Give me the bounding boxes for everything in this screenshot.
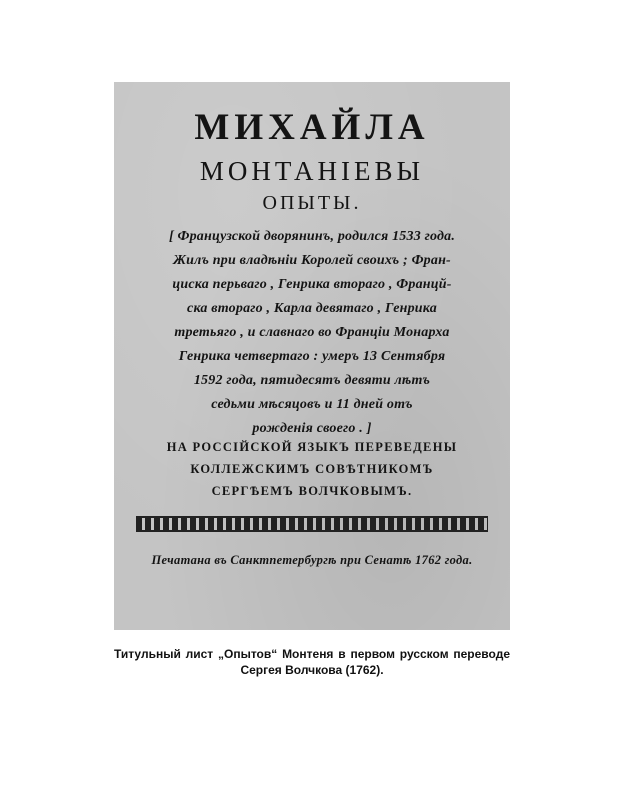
body-line: Жилъ при владѣніи Королей своихъ ; Фран- (173, 253, 451, 268)
translator-line: НА РОССІЙСКОЙ ЯЗЫКЪ ПЕРЕВЕДЕНЫ (166, 440, 458, 454)
body-line: рожденія своего . ] (252, 421, 372, 436)
body-line: седьми мѣсяцовъ и 11 дней отъ (211, 397, 413, 412)
title-page-image (114, 82, 510, 630)
body-line: третьяго , и славнаго во Франціи Монарха (174, 325, 450, 340)
translator-line: СЕРГѢЕМЪ ВОЛЧКОВЫМЪ. (211, 484, 413, 498)
imprint-line: Печатана въ Санктпетербургѣ при Сенатѣ 1762 года. (151, 553, 473, 567)
figure-caption-line-2: Сергея Волчкова (1762). (240, 663, 384, 677)
body-line: [ Французской дворянинъ, родился 1533 года. (168, 229, 456, 244)
ornamental-divider (136, 516, 488, 532)
title-line-1: МИХАЙЛА (194, 107, 430, 148)
translator-line: КОЛЛЕЖСКИМЪ СОВѢТНИКОМЪ (190, 462, 434, 476)
body-line: 1592 года, пятидесятъ девяти лѣтъ (193, 373, 431, 388)
body-line: Генрика четвертаго : умеръ 13 Сентября (178, 349, 446, 364)
title-line-2: МОНТАНІЕВЫ (199, 156, 425, 186)
body-line: ска втораго , Карла девятаго , Генрика (187, 301, 437, 316)
body-line: циска перьваго , Генрика втораго , Францй- (172, 277, 452, 292)
figure-caption-line-1: Титульный лист „Опытов“ Монтеня в первом русском переводе (114, 647, 510, 661)
title-line-3: ОПЫТЫ. (262, 192, 362, 214)
